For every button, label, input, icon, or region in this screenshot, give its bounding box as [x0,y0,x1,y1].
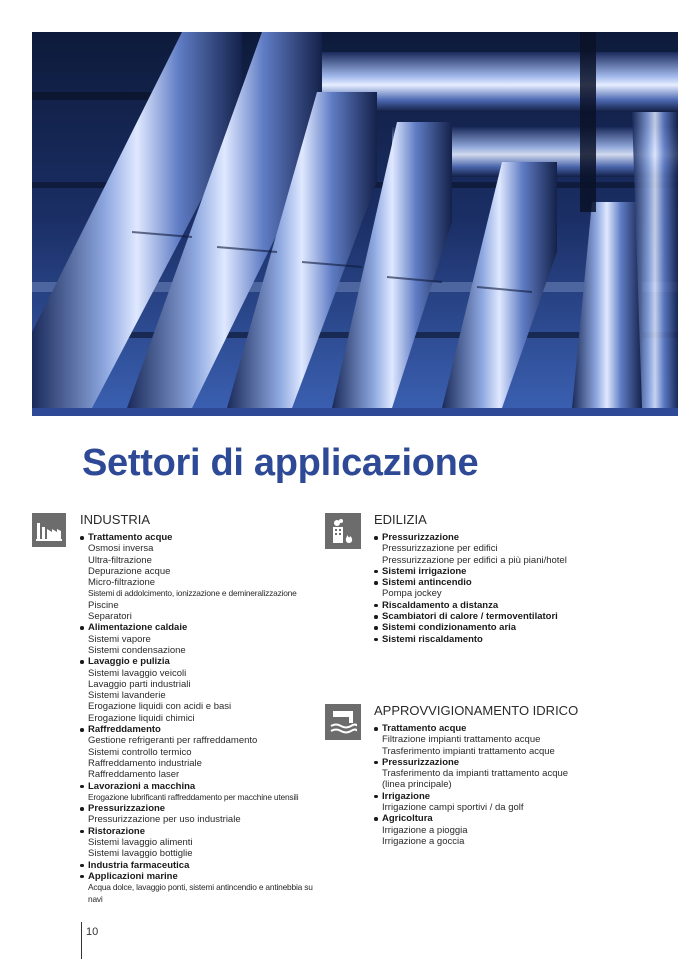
group-title: Sistemi antincendio [374,577,624,588]
item-list [80,814,320,825]
list-item: Irrigazione campi sportivi / da golf [382,802,524,814]
group-title: Riscaldamento a distanza [374,600,624,611]
group-title: Sistemi condizionamento aria [374,622,624,633]
item-list [374,734,624,757]
footer-rule [81,922,82,959]
list-item: Irrigazione a pioggia [382,824,468,836]
list-item: Pompa jockey [382,588,442,600]
list-item: Sistemi condensazione [88,644,186,656]
group-title: Trattamento acque [80,532,320,543]
list-item: Irrigazione a goccia [382,835,465,847]
group-title: Ristorazione [80,826,320,837]
group-title: Scambiatori di calore / termoventilatori [374,611,624,622]
page-number: 10 [86,926,99,938]
group-list [374,723,624,847]
item-list [374,825,624,848]
list-item: Sistemi vapore [88,633,151,645]
list-item: Pressurizzazione per uso industriale [88,814,241,826]
list-item: Filtrazione impianti trattamento acque [382,734,541,746]
hero-rule [32,408,678,416]
group-title: Lavaggio e pulizia [80,656,320,667]
item-list [80,543,320,622]
list-item: Raffreddamento laser [88,769,180,781]
list-item: Separatori [88,611,132,623]
item-list [80,882,320,905]
item-list [80,735,320,780]
group [80,622,320,656]
list-item: (linea principale) [382,779,452,791]
list-item: Erogazione liquidi con acidi e basi [88,701,232,713]
list-item: Erogazione lubrificanti raffreddamento per macchine utensili [88,791,299,802]
item-list [374,588,624,599]
list-item: Piscine [88,599,119,611]
factory-icon [32,513,66,547]
group-title: Pressurizzazione [374,532,624,543]
group [374,813,624,847]
list-item: Erogazione liquidi chimici [88,712,195,724]
group-title: Raffreddamento [80,724,320,735]
list-item: Sistemi lavaggio bottiglie [88,848,193,860]
group-title: Applicazioni marine [80,871,320,882]
group-title: Sistemi riscaldamento [374,634,624,645]
group-title: Trattamento acque [374,723,624,734]
list-item: Sistemi di addolcimento, ionizzazione e demineralizzazione [88,588,297,599]
list-item: Sistemi lavaggio veicoli [88,667,187,679]
list-item: Sistemi lavanderie [88,690,166,702]
group [80,656,320,724]
group [374,577,624,600]
group-list [80,532,320,905]
section-heading: APPROVVIGIONAMENTO IDRICO [374,703,579,718]
item-list [80,837,320,860]
list-item: Micro-filtrazione [88,577,156,589]
group [374,634,624,645]
item-list [374,802,624,813]
group-title: Lavorazioni a macchina [80,781,320,792]
hero-image-pipes [32,32,678,408]
item-list [80,634,320,657]
item-list [80,792,320,803]
list-item: Pressurizzazione per edifici a più piani/hotel [382,554,567,566]
section-heading: INDUSTRIA [80,512,151,527]
group [374,566,624,577]
list-item: Sistemi controllo termico [88,746,192,758]
group [80,871,320,905]
group-title: Irrigazione [374,791,624,802]
group [374,532,624,566]
group-title: Alimentazione caldaie [80,622,320,633]
section-approvvigionamento-idrico [374,703,624,847]
list-item: Gestione refrigeranti per raffreddamento [88,735,258,747]
group [374,622,624,633]
list-item: Lavaggio parti industriali [88,678,191,690]
group [80,803,320,826]
group [374,611,624,622]
list-item: Acqua dolce, lavaggio ponti, sistemi antincendio e antinebbia su navi [88,882,313,904]
group-list [374,532,624,645]
group [80,532,320,622]
list-item: Trasferimento da impianti trattamento acque [382,768,569,780]
item-list [80,668,320,724]
group [374,723,624,757]
group-title: Pressurizzazione [80,803,320,814]
item-list [374,543,624,566]
group [374,757,624,791]
group-title: Agricoltura [374,813,624,824]
page-title: Settori di applicazione [82,442,479,484]
water-supply-icon [325,704,361,740]
list-item: Osmosi inversa [88,543,154,555]
group [80,860,320,871]
list-item: Trasferimento impianti trattamento acque [382,745,555,757]
building-fire-icon [325,513,361,549]
list-item: Sistemi lavaggio alimenti [88,837,193,849]
list-item: Ultra-filtrazione [88,554,152,566]
section-heading: EDILIZIA [374,512,427,527]
list-item: Pressurizzazione per edifici [382,543,498,555]
list-item: Depurazione acque [88,565,171,577]
list-item: Raffreddamento industriale [88,757,202,769]
group-title: Sistemi irrigazione [374,566,624,577]
section-industria [80,512,320,905]
group [80,826,320,860]
group-title: Industria farmaceutica [80,860,320,871]
group [80,724,320,780]
pipes-illustration [32,32,678,408]
group [80,781,320,804]
section-edilizia [374,512,624,645]
item-list [374,768,624,791]
group [374,600,624,611]
group-title: Pressurizzazione [374,757,624,768]
group [374,791,624,814]
